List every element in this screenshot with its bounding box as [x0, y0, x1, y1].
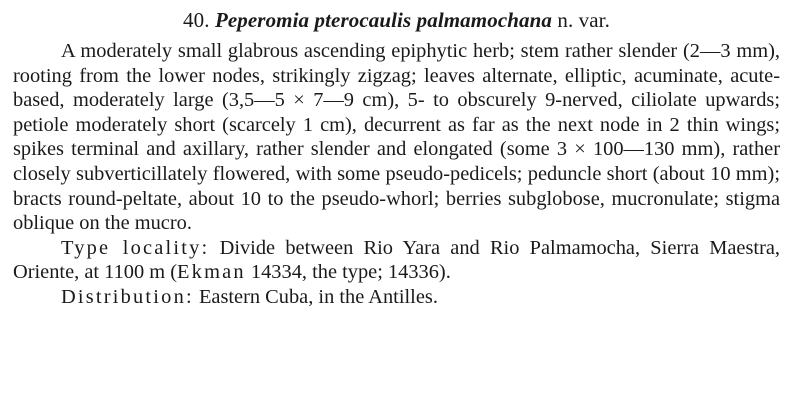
distribution-paragraph [13, 285, 780, 310]
species-name: Peperomia pterocaulis palmamochana [214, 8, 552, 32]
distribution-text: Eastern Cuba, in the Antilles. [198, 285, 438, 308]
type-locality-text-before: Divide between Rio Yara and Rio Palmamocha, Sierra Maestra, Oriente, at 1100 m ( [13, 236, 781, 284]
species-description: A moderately small glabrous ascending epiphytic herb; stem rather slender (2—3 mm), rooting from the lower nodes, strikingly zigzag; leaves alternate, elliptic, acuminate, acute-based, moderately large (3,5—5 × 7—9 cm), 5- to obscurely 9-nerved, ciliolate upwards; petiole moderately short (scarcely 1 cm), decurrent as far as the next node in 2 thin wings; spikes terminal and axillary, rather slender and elongated (some 3 × 100—130 mm), rather closely subverticillately flowered, with some pseudo-pedicels; peduncle short (about 10 mm); bracts round-peltate, about 10 to the pseudo-whorl; berries subglobose, mucronulate; stigma oblique on the mucro. [13, 40, 780, 235]
type-locality-paragraph [13, 236, 780, 285]
species-heading [13, 6, 780, 34]
type-locality-text-after: 14334, the type; 14336). [250, 261, 451, 284]
distribution-label: Distribution: [61, 285, 194, 308]
species-number: 40. [183, 8, 210, 32]
species-rank: n. var. [557, 8, 610, 32]
type-locality-collector: Ekman [177, 261, 246, 284]
type-locality-label: Type locality: [61, 236, 210, 259]
